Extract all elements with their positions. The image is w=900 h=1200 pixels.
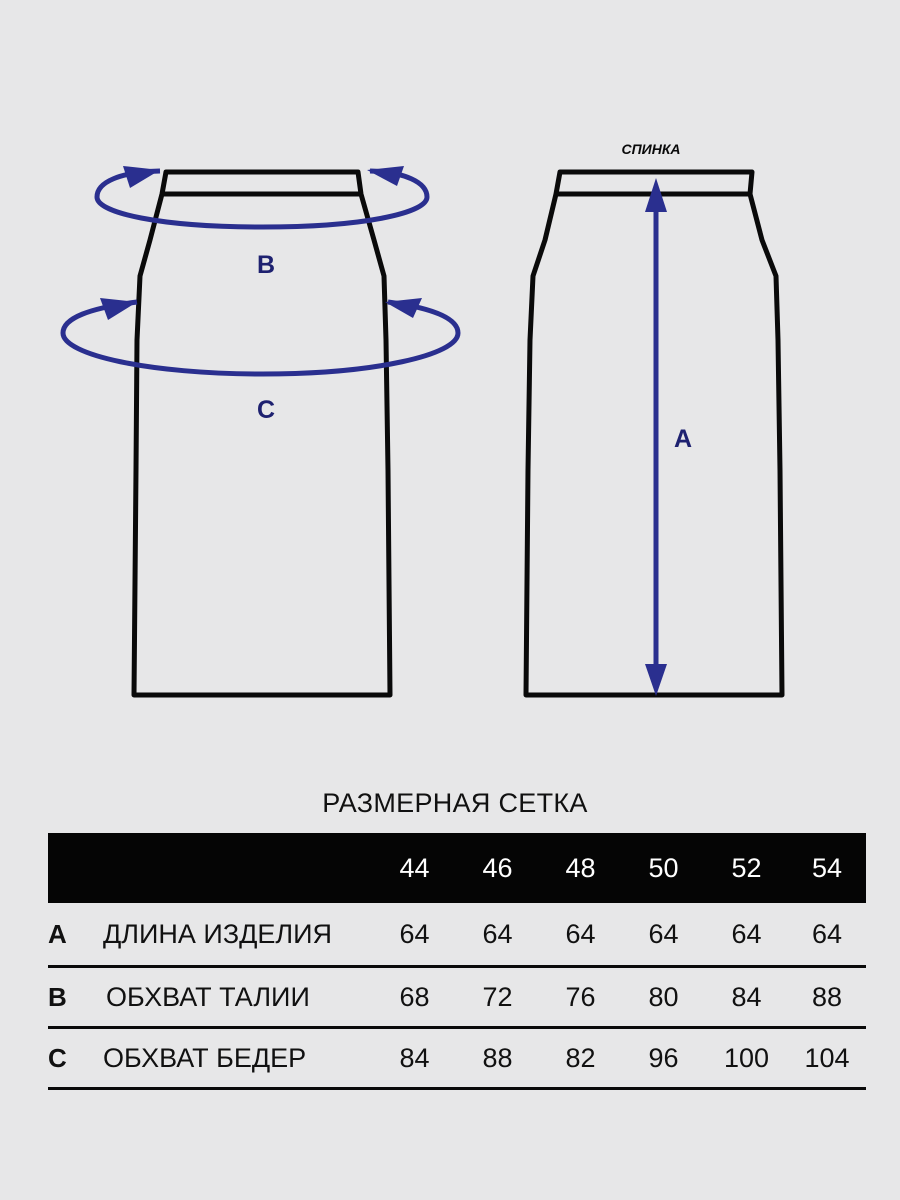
measure-name: ДЛИНА ИЗДЕЛИЯ — [103, 918, 333, 949]
value-cell: 64 — [811, 918, 843, 949]
value-cell: 100 — [723, 1042, 770, 1073]
value-cell: 72 — [482, 981, 513, 1012]
size-chart-title: РАЗМЕРНАЯ СЕТКА — [322, 788, 588, 818]
label-b: B — [256, 251, 276, 279]
header-empty — [103, 833, 373, 903]
value-cell: 84 — [731, 981, 762, 1012]
value-cell: 84 — [399, 1042, 430, 1073]
measure-code: B — [48, 981, 67, 1012]
value-cell: 88 — [811, 981, 843, 1012]
value-cell: 64 — [565, 918, 596, 949]
label-c: C — [256, 396, 276, 424]
header-empty — [48, 833, 103, 903]
measure-name: ОБХВАТ ТАЛИИ — [106, 981, 310, 1012]
length-arrow-down-icon — [645, 664, 667, 696]
value-cell: 68 — [399, 981, 430, 1012]
value-cell: 96 — [648, 1042, 679, 1073]
table-row — [48, 967, 866, 1028]
table-row — [48, 903, 866, 967]
value-cell: 82 — [565, 1042, 596, 1073]
waist-measure — [97, 171, 427, 227]
size-table — [48, 833, 866, 1090]
value-cell: 80 — [648, 981, 679, 1012]
size-header-cell: 44 — [399, 852, 430, 883]
hip-ring — [63, 302, 458, 374]
size-header-cell: 48 — [565, 852, 596, 883]
value-cell: 64 — [731, 918, 762, 949]
value-cell: 64 — [648, 918, 679, 949]
value-cell: 104 — [804, 1042, 850, 1073]
measure-name: ОБХВАТ БЕДЕР — [103, 1042, 307, 1073]
size-header-cell: 46 — [482, 852, 513, 883]
hip-measure — [63, 302, 458, 374]
measure-code: A — [48, 918, 67, 949]
size-header-row — [48, 833, 866, 903]
size-table-header — [48, 833, 866, 903]
value-cell: 88 — [482, 1042, 513, 1073]
size-header-cell: 54 — [811, 852, 843, 883]
table-row — [48, 1028, 866, 1089]
value-cell: 76 — [565, 981, 596, 1012]
size-header-cell: 52 — [731, 852, 762, 883]
size-header-cell: 50 — [648, 852, 679, 883]
label-a: A — [673, 425, 693, 453]
measure-code: C — [48, 1042, 67, 1073]
back-view-label: СПИНКА — [621, 141, 681, 157]
value-cell: 64 — [482, 918, 513, 949]
waist-ring-back — [97, 171, 427, 227]
value-cell: 64 — [399, 918, 430, 949]
